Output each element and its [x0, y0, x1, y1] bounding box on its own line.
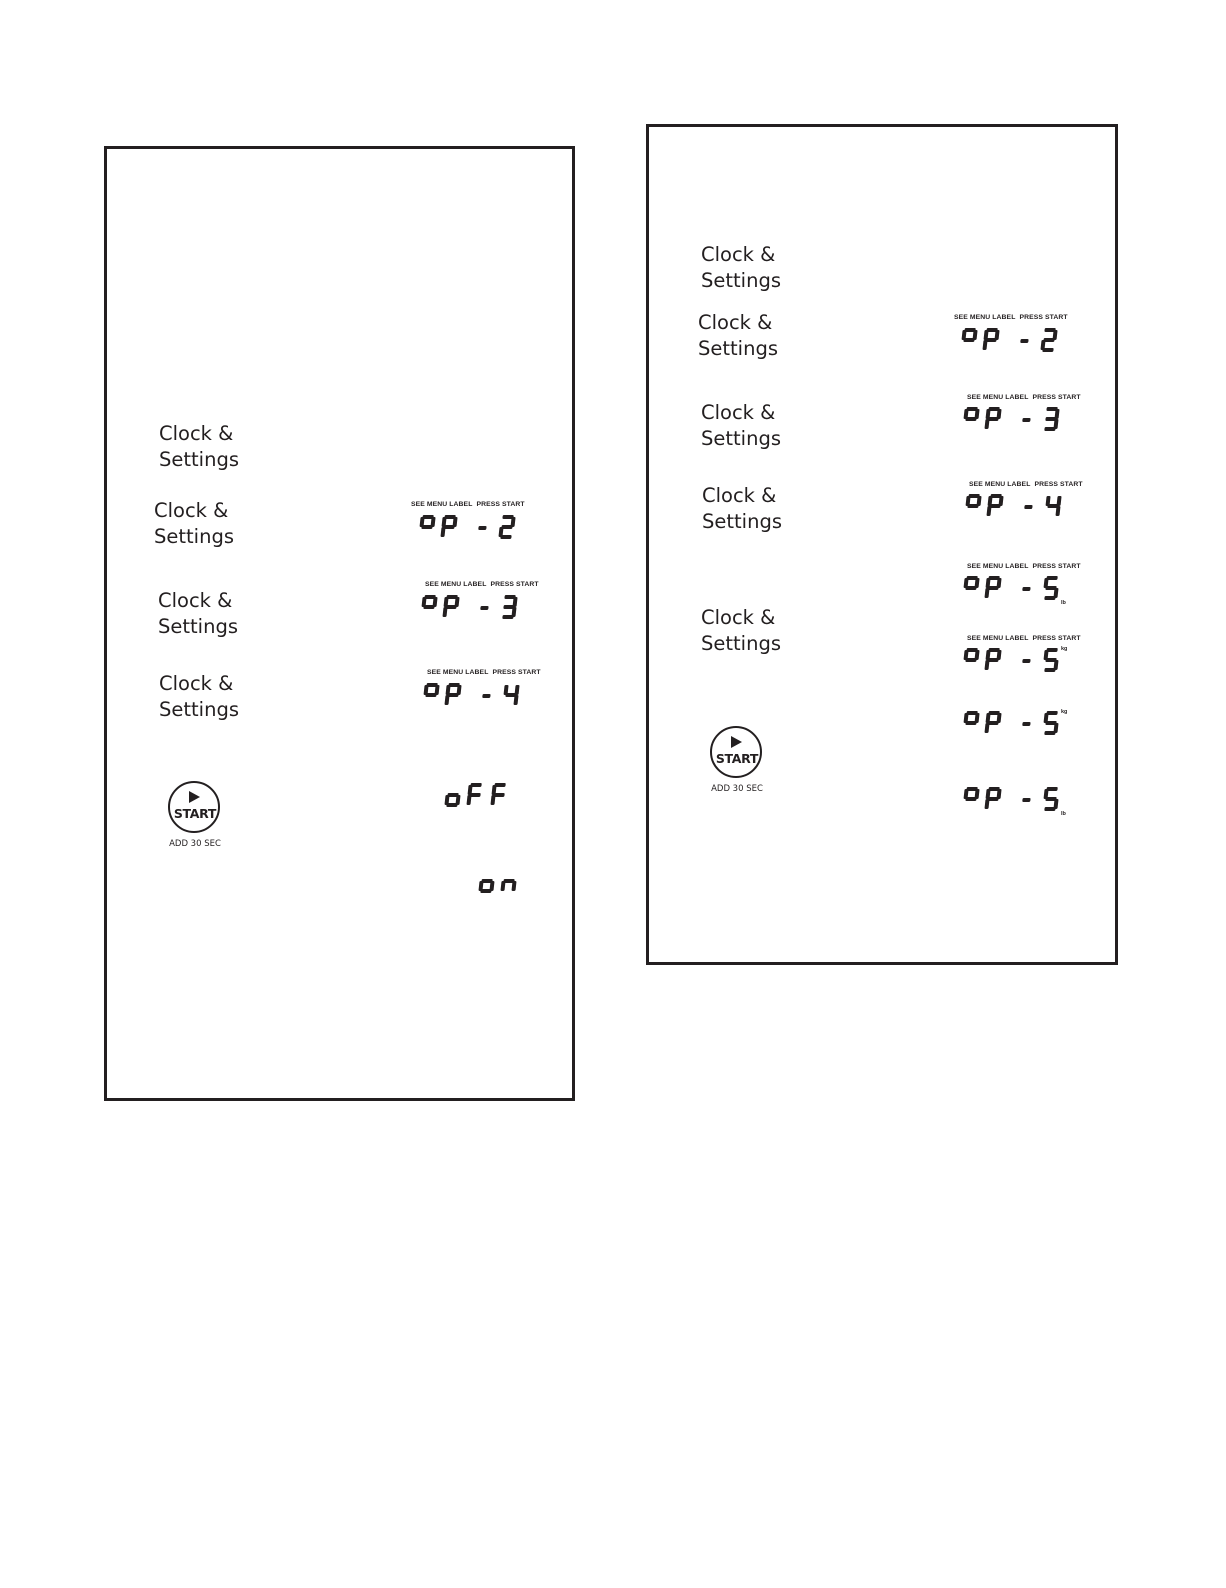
display-header: SEE MENU LABEL PRESS START — [425, 581, 539, 588]
lcd-digits — [421, 681, 531, 709]
lcd-digits — [959, 326, 1069, 354]
key-label-line2: Settings — [159, 448, 239, 471]
lcd-digits — [961, 405, 1071, 433]
lcd-segment — [1022, 418, 1030, 422]
lcd-segment — [1022, 798, 1030, 802]
lcd-segment — [965, 417, 976, 421]
right-instruction-panel — [646, 124, 1118, 965]
lcd-segment — [423, 605, 434, 609]
key-label-line1: Clock & — [701, 401, 776, 424]
clock-settings-key-label[interactable] — [701, 400, 781, 452]
lcd-segment — [1042, 348, 1053, 352]
lcd-segment — [482, 694, 490, 698]
lcd-digits — [419, 593, 529, 621]
key-label-line1: Clock & — [698, 311, 773, 334]
start-button-label: START — [173, 806, 217, 821]
lcd-segment — [982, 340, 987, 350]
lcd-segment — [984, 419, 989, 429]
lcd-segment — [984, 660, 989, 670]
lcd-segment — [967, 504, 978, 508]
start-button-sublabel: ADD 30 SEC — [169, 839, 221, 849]
lcd-segment — [446, 803, 457, 807]
lcd-segment — [1044, 596, 1055, 600]
lcd-segment — [490, 795, 495, 805]
lcd-segment — [984, 588, 989, 598]
lcd-segment — [502, 615, 513, 619]
lcd-segment — [984, 799, 989, 809]
key-label-line2: Settings — [698, 337, 778, 360]
lcd-segment — [986, 506, 991, 516]
lcd-segment — [1044, 427, 1055, 431]
lcd-segment — [1057, 496, 1062, 506]
key-label-line1: Clock & — [702, 484, 777, 507]
lcd-segment — [1020, 339, 1028, 343]
unit-label: kg — [1061, 646, 1068, 652]
clock-settings-key-label[interactable] — [159, 671, 239, 723]
lcd-segment — [965, 658, 976, 662]
key-label-line2: Settings — [701, 269, 781, 292]
lcd-segment — [480, 889, 491, 893]
lcd-digits — [961, 785, 1081, 817]
lcd-segment — [1044, 807, 1055, 811]
lcd-segment — [515, 685, 520, 695]
lcd-segment — [1022, 659, 1030, 663]
start-button-sublabel: ADD 30 SEC — [711, 784, 763, 794]
key-label-line1: Clock & — [154, 499, 229, 522]
lcd-digits — [961, 574, 1081, 606]
lcd-digits — [961, 646, 1081, 678]
unit-label: kg — [1061, 709, 1068, 715]
lcd-segment — [965, 721, 976, 725]
lcd-segment — [1022, 722, 1030, 726]
lcd-segment — [965, 797, 976, 801]
key-label-line2: Settings — [159, 698, 239, 721]
key-label-line2: Settings — [701, 427, 781, 450]
lcd-segment — [425, 693, 436, 697]
lcd-segment — [1044, 668, 1055, 672]
key-label-line2: Settings — [702, 510, 782, 533]
lcd-segment — [444, 695, 449, 705]
play-triangle-icon — [731, 736, 742, 748]
clock-settings-key-label[interactable] — [701, 242, 781, 294]
play-triangle-icon — [189, 791, 200, 803]
start-button[interactable] — [709, 726, 769, 818]
unit-label: lb — [1061, 600, 1066, 606]
clock-settings-key-label[interactable] — [701, 605, 781, 657]
display-header: SEE MENU LABEL PRESS START — [967, 635, 1081, 642]
display-header: SEE MENU LABEL PRESS START — [969, 481, 1083, 488]
key-label-line2: Settings — [158, 615, 238, 638]
lcd-digits — [417, 513, 527, 541]
display-header: SEE MENU LABEL PRESS START — [427, 669, 541, 676]
display-header: SEE MENU LABEL PRESS START — [967, 394, 1081, 401]
lcd-segment — [1024, 505, 1032, 509]
lcd-segment — [1022, 587, 1030, 591]
lcd-segment — [440, 527, 445, 537]
lcd-segment — [478, 526, 486, 530]
start-button[interactable] — [167, 781, 227, 873]
lcd-digits — [443, 781, 523, 809]
start-button-label: START — [715, 751, 759, 766]
clock-settings-key-label[interactable] — [159, 421, 239, 473]
key-label-line1: Clock & — [159, 672, 234, 695]
key-label-line1: Clock & — [701, 243, 776, 266]
lcd-segment — [421, 525, 432, 529]
lcd-segment — [500, 881, 505, 891]
lcd-segment — [963, 338, 974, 342]
clock-settings-key-label[interactable] — [158, 588, 238, 640]
left-instruction-panel — [104, 146, 575, 1101]
key-label-line2: Settings — [154, 525, 234, 548]
display-header: SEE MENU LABEL PRESS START — [954, 314, 1068, 321]
lcd-segment — [1044, 731, 1055, 735]
lcd-segment — [442, 607, 447, 617]
key-label-line1: Clock & — [701, 606, 776, 629]
lcd-digits — [961, 709, 1081, 741]
clock-settings-key-label[interactable] — [702, 483, 782, 535]
lcd-segment — [984, 723, 989, 733]
lcd-segment — [480, 606, 488, 610]
lcd-digits — [477, 867, 527, 887]
key-label-line1: Clock & — [158, 589, 233, 612]
clock-settings-key-label[interactable] — [154, 498, 234, 550]
key-label-line1: Clock & — [159, 422, 234, 445]
lcd-segment — [500, 535, 511, 539]
display-header: SEE MENU LABEL PRESS START — [967, 563, 1081, 570]
clock-settings-key-label[interactable] — [698, 310, 778, 362]
unit-label: lb — [1061, 811, 1066, 817]
lcd-digits — [963, 492, 1073, 520]
lcd-segment — [466, 795, 471, 805]
lcd-segment — [965, 586, 976, 590]
key-label-line2: Settings — [701, 632, 781, 655]
display-header: SEE MENU LABEL PRESS START — [411, 501, 525, 508]
